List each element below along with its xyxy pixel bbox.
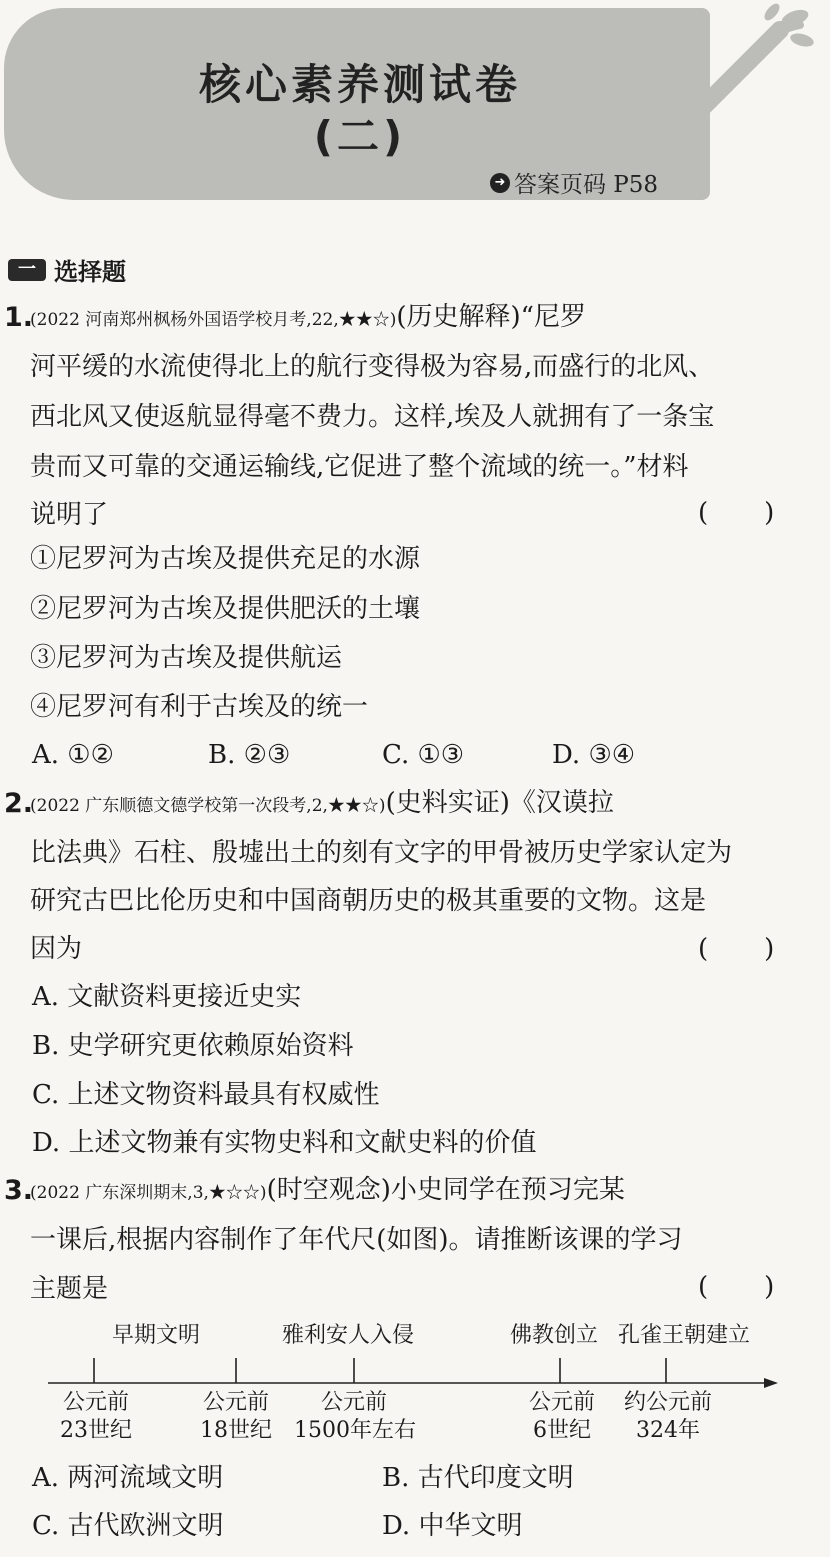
option-b[interactable]: B. 史学研究更依赖原始资料 (32, 1031, 354, 1061)
question-1-source: (2022 河南郑州枫杨外国语学校月考,22,★★☆) (30, 310, 397, 330)
question-3-line: 主题是 (30, 1274, 109, 1304)
question-1-item: ③尼罗河为古埃及提供航运 (30, 643, 343, 673)
question-3-line: 一课后,根据内容制作了年代尺(如图)。请推断该课的学习 (30, 1225, 683, 1255)
page-subtitle: (二) (313, 112, 407, 161)
arrow-right-icon: ➜ (490, 173, 510, 193)
question-1-line: 说明了 (30, 500, 109, 530)
option-d[interactable]: D. 中华文明 (382, 1511, 523, 1541)
option-a[interactable]: A. 两河流域文明 (32, 1463, 224, 1493)
timeline-event: 孔雀王朝建立 (618, 1323, 751, 1348)
timeline-date: 约公元前 324年 (623, 1390, 712, 1443)
timeline-event: 早期文明 (112, 1323, 201, 1348)
question-1-item: ④尼罗河有利于古埃及的统一 (30, 692, 369, 722)
section-tag: 一 (8, 259, 46, 281)
question-1-line: 河平缓的水流使得北上的航行变得极为容易,而盛行的北风、 (30, 352, 715, 382)
question-2-text: (史料实证)《汉谟拉 (385, 788, 614, 818)
question-1-text: (历史解释)“尼罗 (396, 302, 586, 332)
question-1-line (30, 304, 586, 330)
answer-ref-text: 答案页码 P58 (514, 172, 659, 198)
question-2-line: 因为 (30, 934, 83, 964)
question-3-source: (2022 广东深圳期末,3,★☆☆) (30, 1183, 267, 1203)
question-1-item: ①尼罗河为古埃及提供充足的水源 (30, 544, 421, 574)
question-2-source: (2022 广东顺德文德学校第一次段考,2,★★☆) (30, 796, 386, 816)
question-1-line: 贵而又可靠的交通运输线,它促进了整个流域的统一。”材料 (30, 452, 689, 482)
option-c[interactable]: C. 古代欧洲文明 (32, 1511, 224, 1541)
answer-blank[interactable]: () (698, 934, 830, 964)
page-title: 核心素养测试卷 (198, 60, 521, 109)
option-c[interactable]: C. ①③ (382, 740, 465, 770)
question-3-text: (时空观念)小史同学在预习完某 (266, 1175, 625, 1205)
option-d[interactable]: D. ③④ (552, 740, 636, 770)
option-b[interactable]: B. ②③ (208, 740, 291, 770)
option-d[interactable]: D. 上述文物兼有实物史料和文献史料的价值 (32, 1128, 537, 1158)
answer-page-reference (490, 166, 658, 199)
timeline-date: 公元前 1500年左右 (294, 1390, 416, 1443)
branch-decoration-icon (680, 0, 811, 130)
question-3-line (30, 1177, 625, 1203)
option-a[interactable]: A. ①② (32, 740, 114, 770)
answer-blank[interactable]: () (698, 498, 830, 528)
timeline-date: 公元前 18世纪 (200, 1390, 272, 1443)
option-a[interactable]: A. 文献资料更接近史实 (32, 982, 302, 1012)
answer-blank[interactable]: () (698, 1272, 830, 1302)
timeline-event: 雅利安人入侵 (282, 1323, 415, 1348)
question-2-line: 比法典》石柱、殷墟出土的刻有文字的甲骨被历史学家认定为 (30, 838, 733, 868)
question-1-line: 西北风又使返航显得毫不费力。这样,埃及人就拥有了一条宝 (30, 402, 715, 432)
question-1-number: 1. (4, 302, 34, 333)
timeline-date: 公元前 23世纪 (60, 1390, 132, 1443)
question-1-item: ②尼罗河为古埃及提供肥沃的土壤 (30, 594, 421, 624)
option-c[interactable]: C. 上述文物资料最具有权威性 (32, 1080, 380, 1110)
section-heading (8, 252, 126, 287)
question-2-line (30, 790, 614, 816)
question-2-number: 2. (4, 788, 34, 819)
question-3-number: 3. (4, 1175, 34, 1206)
timeline-date: 公元前 6世纪 (528, 1390, 595, 1443)
section-title: 选择题 (54, 258, 126, 286)
question-2-line: 研究古巴比伦历史和中国商朝历史的极其重要的文物。这是 (30, 886, 707, 916)
option-b[interactable]: B. 古代印度文明 (382, 1463, 574, 1493)
timeline-event: 佛教创立 (510, 1323, 599, 1348)
